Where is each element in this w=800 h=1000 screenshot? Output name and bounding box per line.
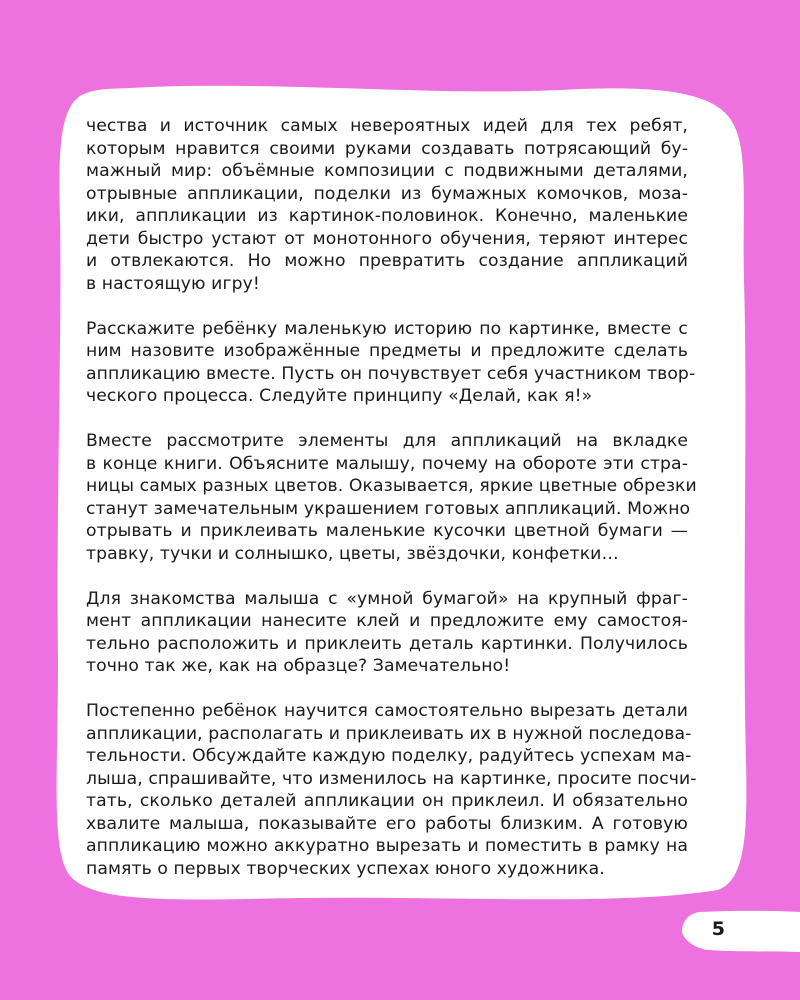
text-line: отрывные аппликации, поделки из бумажных комочков, моза- — [86, 183, 688, 204]
text-line: тельности. Обсуждайте каждую поделку, радуйтесь успехам ма- — [86, 746, 692, 766]
page-number-tab — [680, 910, 800, 952]
text-line: тельно расположить и приклеить деталь картинки. Получилось — [86, 633, 688, 654]
text-line: лыша, спрашивайте, что изменилось на картинке, просите посчи- — [86, 768, 697, 789]
paragraph-5 — [86, 700, 697, 880]
text-line: тать, сколько деталей аппликации он приклеил. И обязательно — [86, 791, 688, 811]
text-line: ческого процесса. Следуйте принципу «Делай, как я!» — [86, 386, 593, 406]
text-line: точно так же, как на образце? Замечательно! — [86, 656, 511, 676]
text-line: хвалите малыша, показывайте его работы близким. А готовую — [86, 813, 688, 834]
text-line: дети быстро устают от монотонного обучения, теряют интерес — [86, 228, 688, 249]
text-line: Расскажите ребёнку маленькую историю по картинке, вместе с — [86, 318, 688, 339]
text-line: аппликацию можно аккуратно вырезать и поместить в рамку на — [86, 836, 688, 856]
paragraph-1 — [86, 115, 688, 295]
paragraph-3 — [86, 430, 697, 565]
text-line: аппликацию вместе. Пусть он почувствует себя участником твор- — [86, 363, 696, 384]
text-line: ики, аппликации из картинок-половинок. Конечно, маленькие — [86, 206, 688, 226]
text-line: мент аппликации нанесите клей и предложите ему самостоя- — [86, 611, 688, 631]
text-line: чества и источник самых невероятных идей для тех ребят, — [86, 116, 688, 136]
text-line: Вместе рассмотрите элементы для аппликаций на вкладке — [86, 431, 688, 451]
text-line: в конце книги. Объясните малышу, почему на обороте эти стра- — [86, 453, 688, 474]
text-line: ним назовите изображённые предметы и предложите сделать — [86, 341, 688, 361]
text-line: отрывать и приклеивать маленькие кусочки цветной бумаги — — [86, 521, 688, 541]
body-text — [86, 115, 697, 903]
text-line: аппликации, располагать и приклеивать их в нужной последова- — [86, 723, 692, 744]
text-line: мажный мир: объёмные композиции с подвижными деталями, — [86, 161, 688, 181]
text-line: станут замечательным украшением готовых аппликаций. Можно — [86, 498, 691, 519]
text-line: и отвлекаются. Но можно превратить создание аппликаций — [86, 251, 688, 271]
text-line: которым нравится своими руками создавать потрясающий бу- — [86, 138, 688, 159]
text-line: травку, тучки и солнышко, цветы, звёздочки, конфетки… — [86, 543, 619, 564]
text-line: в настоящую игру! — [86, 273, 260, 294]
page-number: 5 — [711, 918, 725, 940]
paragraph-2 — [86, 318, 696, 408]
paragraph-4 — [86, 588, 688, 678]
text-line: ницы самых разных цветов. Оказывается, яркие цветные обрезки — [86, 476, 697, 496]
text-line: Постепенно ребёнок научится самостоятельно вырезать детали — [86, 701, 688, 721]
text-line: память о первых творческих успехах юного художника. — [86, 858, 605, 879]
text-line: Для знакомства малыша с «умной бумагой» на крупный фраг- — [86, 588, 688, 609]
